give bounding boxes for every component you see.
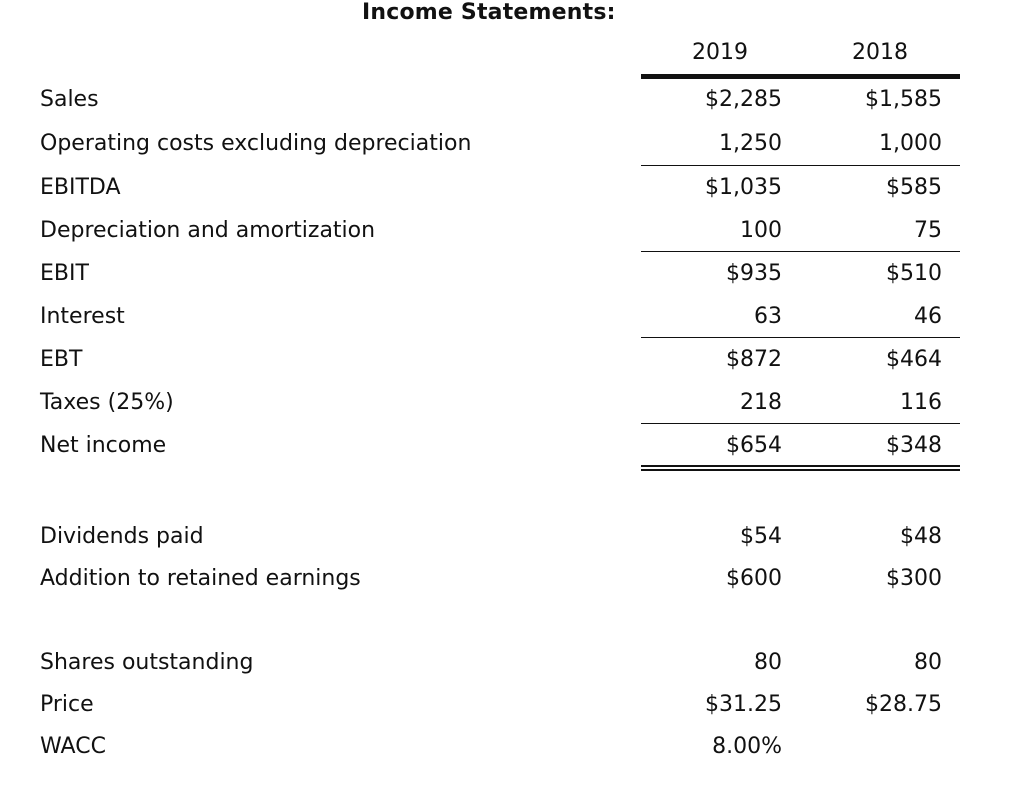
- value-2018: $48: [900, 524, 942, 549]
- subtotal-rule: [641, 423, 960, 424]
- value-2019: $872: [726, 347, 782, 372]
- table-row: [0, 347, 1028, 377]
- row-label: Dividends paid: [40, 524, 204, 549]
- row-label: EBITDA: [40, 175, 121, 200]
- value-2018: 75: [914, 218, 942, 243]
- subtotal-rule: [641, 165, 960, 166]
- value-2018: $585: [886, 175, 942, 200]
- table-row: [0, 734, 1028, 764]
- table-row: [0, 433, 1028, 463]
- value-2018: 80: [914, 650, 942, 675]
- table-row: [0, 175, 1028, 205]
- value-2019: 100: [740, 218, 782, 243]
- value-2018: $348: [886, 433, 942, 458]
- row-label: EBT: [40, 347, 83, 372]
- row-label: Operating costs excluding depreciation: [40, 131, 472, 156]
- table-row: [0, 524, 1028, 554]
- table-row: [0, 692, 1028, 722]
- row-label: Price: [40, 692, 94, 717]
- value-2018: 1,000: [879, 131, 942, 156]
- value-2018: $1,585: [865, 87, 942, 112]
- value-2018: $28.75: [865, 692, 942, 717]
- header-rule: [641, 74, 960, 79]
- value-2018: 116: [900, 390, 942, 415]
- subtotal-rule: [641, 251, 960, 252]
- value-2019: $31.25: [705, 692, 782, 717]
- subtotal-rule: [641, 337, 960, 338]
- table-row: [0, 390, 1028, 420]
- row-label: EBIT: [40, 261, 89, 286]
- column-header-2019: 2019: [692, 40, 748, 65]
- table-row: [0, 650, 1028, 680]
- value-2019: $600: [726, 566, 782, 591]
- row-label: Taxes (25%): [40, 390, 174, 415]
- table-row: [0, 131, 1028, 161]
- page-title: Income Statements:: [362, 0, 616, 25]
- table-row: [0, 87, 1028, 117]
- value-2018: $300: [886, 566, 942, 591]
- value-2019: 8.00%: [712, 734, 782, 759]
- row-label: Depreciation and amortization: [40, 218, 376, 243]
- table-row: [0, 304, 1028, 334]
- value-2018: 46: [914, 304, 942, 329]
- value-2019: $1,035: [705, 175, 782, 200]
- value-2019: 218: [740, 390, 782, 415]
- row-label: Interest: [40, 304, 125, 329]
- value-2019: $654: [726, 433, 782, 458]
- row-label: Net income: [40, 433, 167, 458]
- row-label: WACC: [40, 734, 106, 759]
- value-2018: $510: [886, 261, 942, 286]
- column-header-2018: 2018: [852, 40, 908, 65]
- value-2019: $54: [740, 524, 782, 549]
- row-label: Shares outstanding: [40, 650, 254, 675]
- value-2019: $935: [726, 261, 782, 286]
- table-row: [0, 261, 1028, 291]
- value-2019: $2,285: [705, 87, 782, 112]
- total-double-rule: [641, 465, 960, 471]
- table-row: [0, 566, 1028, 596]
- value-2019: 1,250: [719, 131, 782, 156]
- row-label: Addition to retained earnings: [40, 566, 361, 591]
- row-label: Sales: [40, 87, 99, 112]
- table-row: [0, 218, 1028, 248]
- value-2019: 80: [754, 650, 782, 675]
- value-2018: $464: [886, 347, 942, 372]
- value-2019: 63: [754, 304, 782, 329]
